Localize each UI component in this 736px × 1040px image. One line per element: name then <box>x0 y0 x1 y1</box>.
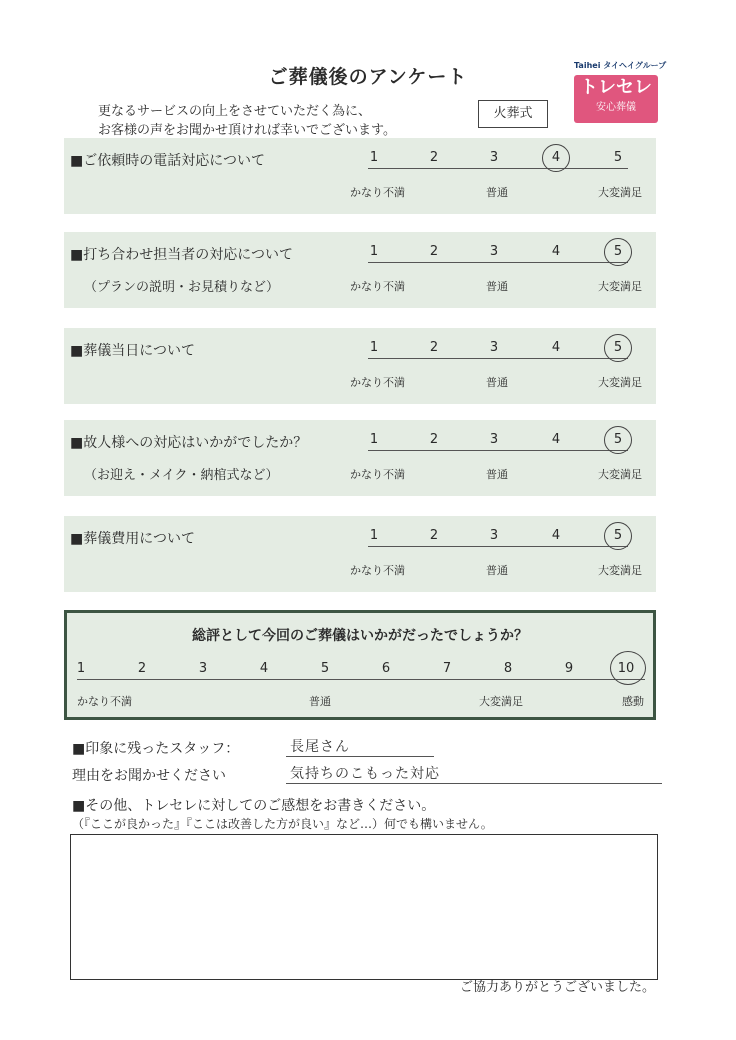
overall-option-9[interactable]: 9 <box>564 661 574 676</box>
rating-option-2[interactable]: 2 <box>429 528 439 543</box>
rating-option-1[interactable]: 1 <box>369 340 379 355</box>
rating-option-1[interactable]: 1 <box>369 150 379 165</box>
intro-line-1: 更なるサービスの向上をさせていただく為に、 <box>98 104 372 119</box>
scale-label-high: 大変満足 <box>598 186 642 199</box>
logo-badge <box>574 75 658 123</box>
rating-option-3[interactable]: 3 <box>489 432 499 447</box>
overall-option-5[interactable]: 5 <box>320 661 330 676</box>
logo-brand: トレセレ <box>580 77 652 98</box>
scale-label-mid: 普通 <box>486 280 508 293</box>
page-title: ご葬儀後のアンケート <box>268 66 468 88</box>
rating-option-4[interactable]: 4 <box>551 528 561 543</box>
rating-option-5[interactable]: 5 <box>613 340 623 355</box>
staff-value[interactable]: 長尾さん <box>290 739 350 755</box>
selected-answer-circle <box>604 522 632 550</box>
reason-label: 理由をお聞かせください <box>72 768 226 784</box>
rating-option-4[interactable]: 4 <box>551 340 561 355</box>
scale-label-high: 大変満足 <box>598 468 642 481</box>
scale-label-low: かなり不満 <box>350 280 405 293</box>
overall-selected-circle <box>610 651 646 685</box>
overall-option-2[interactable]: 2 <box>137 661 147 676</box>
overall-title: 総評として今回のご葬儀はいかがだったでしょうか？ <box>192 628 528 644</box>
question-sublabel: （プランの説明・お見積りなど） <box>84 280 280 295</box>
scale-line <box>368 168 628 169</box>
overall-option-10[interactable]: 10 <box>617 661 635 676</box>
staff-label: ■印象に残ったスタッフ： <box>72 741 240 757</box>
overall-option-7[interactable]: 7 <box>442 661 452 676</box>
overall-rating-box <box>64 610 656 720</box>
rating-option-5[interactable]: 5 <box>613 432 623 447</box>
scale-label-mid: 普通 <box>486 376 508 389</box>
group-logo-text: Taihei タイヘイグループ <box>574 61 667 70</box>
scale-label-low: かなり不満 <box>350 376 405 389</box>
rating-option-5[interactable]: 5 <box>613 528 623 543</box>
rating-option-4[interactable]: 4 <box>551 432 561 447</box>
scale-label-mid: 普通 <box>486 564 508 577</box>
logo-sub: 安心葬儀 <box>596 102 636 113</box>
overall-option-6[interactable]: 6 <box>381 661 391 676</box>
overall-label-top: 感動 <box>622 695 644 708</box>
brand-logo <box>574 60 667 130</box>
scale-line <box>368 450 628 451</box>
overall-scale-line <box>77 679 645 680</box>
question-label: ■故人様への対応はいかがでしたか？ <box>70 435 308 451</box>
scale-label-high: 大変満足 <box>598 564 642 577</box>
intro-line-2: お客様の声をお聞かせ頂ければ幸いでございます。 <box>98 123 396 138</box>
rating-option-2[interactable]: 2 <box>429 340 439 355</box>
overall-option-8[interactable]: 8 <box>503 661 513 676</box>
reason-value[interactable]: 気持ちのこもった対応 <box>290 766 440 782</box>
rating-option-1[interactable]: 1 <box>369 528 379 543</box>
rating-option-2[interactable]: 2 <box>429 244 439 259</box>
comments-label: ■その他、トレセレに対してのご感想をお書きください。 <box>72 798 436 814</box>
reason-underline <box>286 783 662 784</box>
rating-option-1[interactable]: 1 <box>369 432 379 447</box>
question-label: ■葬儀当日について <box>70 343 195 359</box>
overall-option-1[interactable]: 1 <box>76 661 86 676</box>
question-row-2 <box>64 232 656 308</box>
rating-option-3[interactable]: 3 <box>489 150 499 165</box>
rating-option-5[interactable]: 5 <box>613 150 623 165</box>
question-row-1 <box>64 138 656 214</box>
scale-label-high: 大変満足 <box>598 280 642 293</box>
rating-option-2[interactable]: 2 <box>429 150 439 165</box>
comments-note: （『ここが良かった』『ここは改善した方が良い』など…）何でも構いません。 <box>72 817 493 831</box>
question-sublabel: （お迎え・メイク・納棺式など） <box>84 468 279 483</box>
scale-label-mid: 普通 <box>486 186 508 199</box>
rating-option-5[interactable]: 5 <box>613 244 623 259</box>
selected-answer-circle <box>604 334 632 362</box>
scale-label-low: かなり不満 <box>350 468 405 481</box>
rating-option-3[interactable]: 3 <box>489 244 499 259</box>
rating-option-3[interactable]: 3 <box>489 528 499 543</box>
overall-label-low: かなり不満 <box>77 695 132 708</box>
scale-label-mid: 普通 <box>486 468 508 481</box>
selected-answer-circle <box>542 144 570 172</box>
rating-option-1[interactable]: 1 <box>369 244 379 259</box>
scale-line <box>368 358 628 359</box>
question-label: ■葬儀費用について <box>70 531 195 547</box>
question-label: ■ご依頼時の電話対応について <box>70 153 265 169</box>
rating-option-4[interactable]: 4 <box>551 150 561 165</box>
rating-option-3[interactable]: 3 <box>489 340 499 355</box>
footer-thanks: ご協力ありがとうございました。 <box>460 980 656 995</box>
selected-answer-circle <box>604 238 632 266</box>
staff-underline <box>286 756 434 757</box>
overall-label-high: 大変満足 <box>479 695 523 708</box>
question-row-3 <box>64 328 656 404</box>
ceremony-type-box: 火葬式 <box>478 100 548 128</box>
selected-answer-circle <box>604 426 632 454</box>
question-label: ■打ち合わせ担当者の対応について <box>70 247 293 263</box>
scale-line <box>368 546 628 547</box>
scale-label-low: かなり不満 <box>350 564 405 577</box>
question-row-5 <box>64 516 656 592</box>
scale-line <box>368 262 628 263</box>
rating-option-2[interactable]: 2 <box>429 432 439 447</box>
comments-box[interactable] <box>70 834 658 980</box>
scale-label-low: かなり不満 <box>350 186 405 199</box>
rating-option-4[interactable]: 4 <box>551 244 561 259</box>
overall-option-3[interactable]: 3 <box>198 661 208 676</box>
overall-label-mid: 普通 <box>309 695 331 708</box>
scale-label-high: 大変満足 <box>598 376 642 389</box>
question-row-4 <box>64 420 656 496</box>
overall-option-4[interactable]: 4 <box>259 661 269 676</box>
